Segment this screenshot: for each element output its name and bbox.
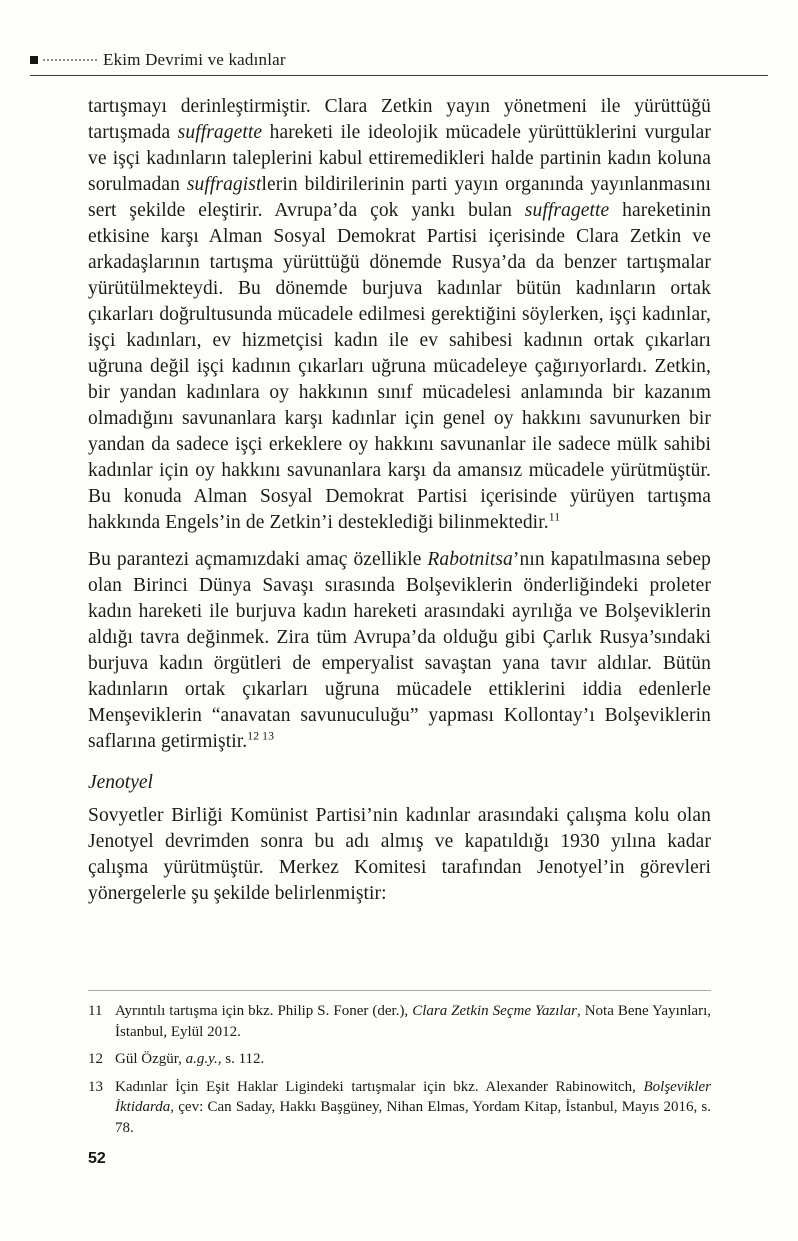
footnote-text: Gül Özgür, a.g.y., s. 112. (115, 1051, 265, 1067)
footnote-text: Ayrıntılı tartışma için bkz. Philip S. Foner (der.), Clara Zetkin Seçme Yazılar, Nota Bene Yayınları, İstanbul, Eylül 2012. (115, 1003, 711, 1040)
footnote-text: Kadınlar İçin Eşit Haklar Ligindeki tartışmalar için bkz. Alexander Rabinowitch, Bolşevikler İktidarda, çev: Can Saday, Hakkı Başgüney, Nihan Elmas, Yordam Kitap, İstanbul, Mayıs 2016, s. 78. (115, 1078, 711, 1136)
page-number: 52 (88, 1150, 106, 1167)
section-heading: Jenotyel (88, 772, 153, 793)
footnote-rule (88, 990, 711, 991)
running-header-title: Ekim Devrimi ve kadınlar (103, 50, 286, 69)
footnote-number: 13 (88, 1078, 103, 1095)
body-text (88, 94, 711, 907)
footnote-number: 12 (88, 1051, 103, 1067)
running-header (30, 50, 768, 76)
footnotes-block (88, 990, 711, 1145)
header-rule (30, 75, 768, 76)
paragraph-3: Sovyetler Birliği Komünist Partisi’nin kadınlar arasındaki çalışma kolu olan Jenotyel devrimden sonra bu adı almış ve kapatıldığı 1930 yılına kadar çalışma yürütmüştür. Merkez Komitesi tarafından Jenotyel’in görevleri yönergelerle şu şekilde belirlenmiştir: (88, 805, 711, 904)
paragraph-1: tartışmayı derinleştirmiştir. Clara Zetkin yayın yönetmeni ile yürüttüğü tartışmada suffragette hareketi ile ideolojik mücadele yürüttüklerini vurgular ve işçi kadınların taleplerini kabul ettiremedikleri halde partinin kadın koluna sorulmadan suffragistlerin bildirilerinin parti yayın organında yayınlanmasını sert şekilde eleştirir. Avrupa’da çok yankı bulan suffragette hareketinin etkisine karşı Alman Sosyal Demokrat Partisi içerisinde Clara Zetkin ve arkadaşlarının tartışma yürüttüğü dönemde Rusya’da da benzer tartışmalar yürütülmekteydi. Bu dönemde burjuva kadınlar bütün kadınların ortak çıkarları doğrultusunda mücadele edilmesi gerektiğini söylerken, işçi kadınlar, işçi kadınları, ev hizmetçisi kadın ile ev sahibesi kadının ortak çıkarları uğruna değil işçi kadının çıkarları uğruna mücadeleye çağırıyorlardı. Zetkin, bir yandan kadınlara oy hakkının sınıf mücadelesi anlamında bir kazanım olmadığını savunanlara karşı kadınlar için genel oy hakkını savunurken bir yandan da sadece işçi erkeklere oy hakkını savunanlar ile sadece mülk sahibi kadınlar için oy hakkını savunanlara karşı da amansız mücadele yürütmüştür. Bu konuda Alman Sosyal Demokrat Partisi içerisinde yürüyen tartışma hakkında Engels’in de Zetkin’i desteklediği bilinmektedir.$^{11}$ (88, 96, 711, 533)
paragraph-2: Bu parantezi açmamızdaki amaç özellikle Rabotnitsa’nın kapatılmasına sebep olan Birinci Dünya Savaşı sırasında Bolşeviklerin önderliğindeki proleter kadın hareketi ile burjuva kadın hareketi arasındaki ayrılığa ve Bolşeviklerin aldığı tavra değinmek. Zira tüm Avrupa’da olduğu gibi Çarlık Rusya’sındaki burjuva kadın örgütleri de emperyalist savaştan yana tavır aldılar. Bütün kadınların ortak çıkarları uğruna mücadele ettiklerini iddia edenlerle Menşeviklerin “anavatan savunuculuğu” yapması Kollontay’ı Bolşeviklerin saflarına getirmiştir.$^{12 13}$ (88, 549, 711, 752)
footnote-13 (88, 1077, 711, 1139)
bullet-square-icon (30, 56, 38, 64)
footnote-11 (88, 1001, 711, 1042)
footnote-number: 11 (88, 1003, 103, 1019)
running-header-row (30, 50, 768, 70)
footnote-12 (88, 1049, 711, 1070)
dotted-leader-icon (43, 59, 97, 61)
